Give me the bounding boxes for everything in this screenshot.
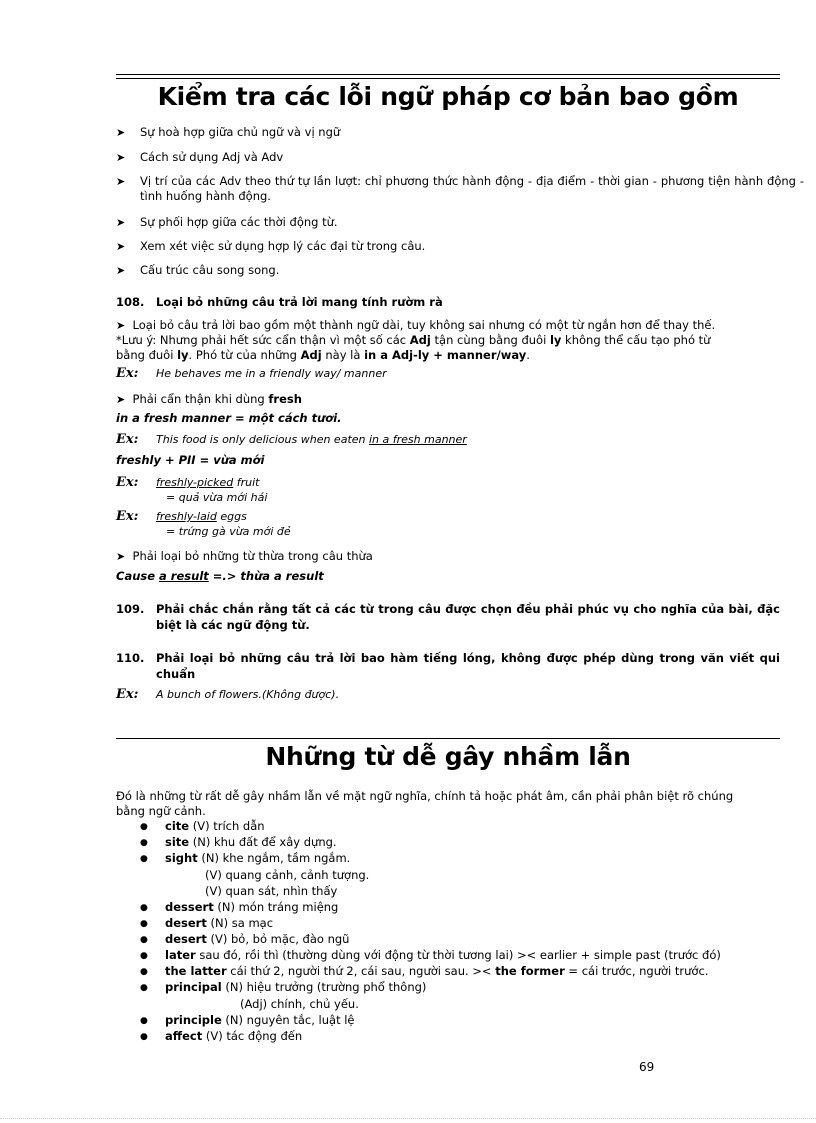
bullet-item: ➤ Cách sử dụng Adj và Adv	[116, 150, 284, 164]
arrow-bullet-icon: ➤	[116, 216, 126, 229]
bullet-item: ➤ Sự phối hợp giữa các thời động từ.	[116, 215, 338, 229]
top-double-rule	[116, 74, 780, 79]
section2-title: Những từ dễ gây nhầm lẫn	[265, 742, 631, 771]
term-extra: (V) quan sát, nhìn thấy	[205, 884, 338, 898]
item-108-bullet: ➤ Loại bỏ câu trả lời bao gồm một thành ngữ dài, tuy không sai nhưng có một từ ngắn hơn để thay thế.	[116, 318, 716, 332]
bullet-dot-icon: ●	[140, 838, 148, 848]
arrow-bullet-icon: ➤	[116, 319, 126, 332]
bullet-item: ➤ Sự hoà hợp giữa chủ ngữ và vị ngữ	[116, 125, 341, 139]
fresh-definition: in a fresh manner = một cách tươi.	[116, 411, 342, 425]
term-item: cite (V) trích dẫn	[165, 819, 265, 833]
cause-example: Cause a result =.> thừa a result	[116, 569, 324, 583]
item-108-note: *Lưu ý: Nhưng phải hết sức cẩn thận vì một số các Adj tận cùng bằng đuôi ly không thể cấu tạo phó từ	[116, 333, 711, 347]
arrow-bullet-icon: ➤	[116, 175, 126, 188]
term-item: desert (N) sa mạc	[165, 916, 274, 930]
arrow-bullet-icon: ➤	[116, 240, 126, 253]
arrow-bullet-icon: ➤	[116, 550, 126, 563]
item-108-note-2: bằng đuôi ly. Phó từ của những Adj này là in a Adj-ly + manner/way.	[116, 348, 530, 362]
arrow-bullet-icon: ➤	[116, 151, 126, 164]
page-bottom-border	[0, 1118, 816, 1119]
bullet-dot-icon: ●	[140, 1016, 148, 1026]
bullet-dot-icon: ●	[140, 951, 148, 961]
page-number: 69	[639, 1060, 655, 1074]
term-item: affect (V) tác động đến	[165, 1029, 303, 1043]
bullet-dot-icon: ●	[140, 903, 148, 913]
example-1: Ex: He behaves me in a friendly way/ manner	[116, 366, 387, 381]
example-110: Ex: A bunch of flowers.(Không được).	[116, 687, 340, 702]
item-108-heading: 108. Loại bỏ những câu trả lời mang tính rườm rà	[116, 295, 443, 309]
bullet-item: ➤ Vị trí của các Adv theo thứ tự lần lượt: chỉ phương thức hành động - địa điểm - thời gian - phương tiện hành động - tình huống hành động.	[116, 174, 804, 203]
section2-intro-2: bằng ngữ cảnh.	[116, 804, 206, 818]
example-3: Ex: freshly-picked fruit	[116, 475, 260, 490]
section1-title: Kiểm tra các lỗi ngữ pháp cơ bản bao gồm	[157, 82, 739, 111]
item-108-bullet-redundant: ➤ Phải loại bỏ những từ thừa trong câu thừa	[116, 549, 373, 563]
section2-rule	[116, 738, 780, 739]
freshly-definition: freshly + PII = vừa mới	[116, 453, 265, 467]
item-108-bullet-fresh: ➤ Phải cẩn thận khi dùng fresh	[116, 392, 302, 406]
term-extra: (Adj) chính, chủ yếu.	[240, 997, 359, 1011]
bullet-dot-icon: ●	[140, 1032, 148, 1042]
term-item: principle (N) nguyên tắc, luật lệ	[165, 1013, 355, 1027]
term-item: the latter cái thứ 2, người thứ 2, cái sau, người sau. >< the former = cái trước, người trước.	[165, 964, 709, 978]
item-109: 109. Phải chắc chắn rằng tất cả các từ trong câu được chọn đều phải phúc vụ cho nghĩa của bài, đặc biệt là các ngữ động từ.	[116, 602, 780, 632]
arrow-bullet-icon: ➤	[116, 126, 126, 139]
bullet-dot-icon: ●	[140, 919, 148, 929]
item-110: 110. Phải loại bỏ những câu trả lời bao hàm tiếng lóng, không được phép dùng trong văn viết qui chuẩn	[116, 651, 780, 681]
bullet-item: ➤ Cấu trúc câu song song.	[116, 263, 280, 277]
bullet-dot-icon: ●	[140, 935, 148, 945]
arrow-bullet-icon: ➤	[116, 393, 126, 406]
term-item: principal (N) hiệu trưởng (trường phổ thông)	[165, 980, 427, 994]
term-item: desert (V) bỏ, bỏ mặc, đào ngũ	[165, 932, 350, 946]
bullet-dot-icon: ●	[140, 983, 148, 993]
term-item: dessert (N) món tráng miệng	[165, 900, 339, 914]
arrow-bullet-icon: ➤	[116, 264, 126, 277]
bullet-dot-icon: ●	[140, 822, 148, 832]
example-2: Ex: This food is only delicious when eaten in a fresh manner	[116, 432, 467, 447]
bullet-item: ➤ Xem xét việc sử dụng hợp lý các đại từ trong câu.	[116, 239, 426, 253]
bullet-dot-icon: ●	[140, 854, 148, 864]
example-4: Ex: freshly-laid eggs	[116, 509, 247, 524]
bullet-dot-icon: ●	[140, 967, 148, 977]
term-extra: (V) quang cảnh, cảnh tượng.	[205, 868, 370, 882]
term-item: sight (N) khe ngắm, tầm ngắm.	[165, 851, 351, 865]
section2-intro: Đó là những từ rất dễ gây nhầm lẫn về mặt ngữ nghĩa, chính tả hoặc phát âm, cần phải phân biệt rõ chúng	[116, 789, 734, 803]
example-4-meaning: = trứng gà vừa mới đẻ	[166, 525, 291, 538]
example-3-meaning: = quả vừa mới hái	[166, 491, 268, 504]
term-item: later sau đó, rồi thì (thường dùng với động từ thời tương lai) >< earlier + simple past (trước đó)	[165, 948, 721, 962]
term-item: site (N) khu đất để xây dựng.	[165, 835, 337, 849]
